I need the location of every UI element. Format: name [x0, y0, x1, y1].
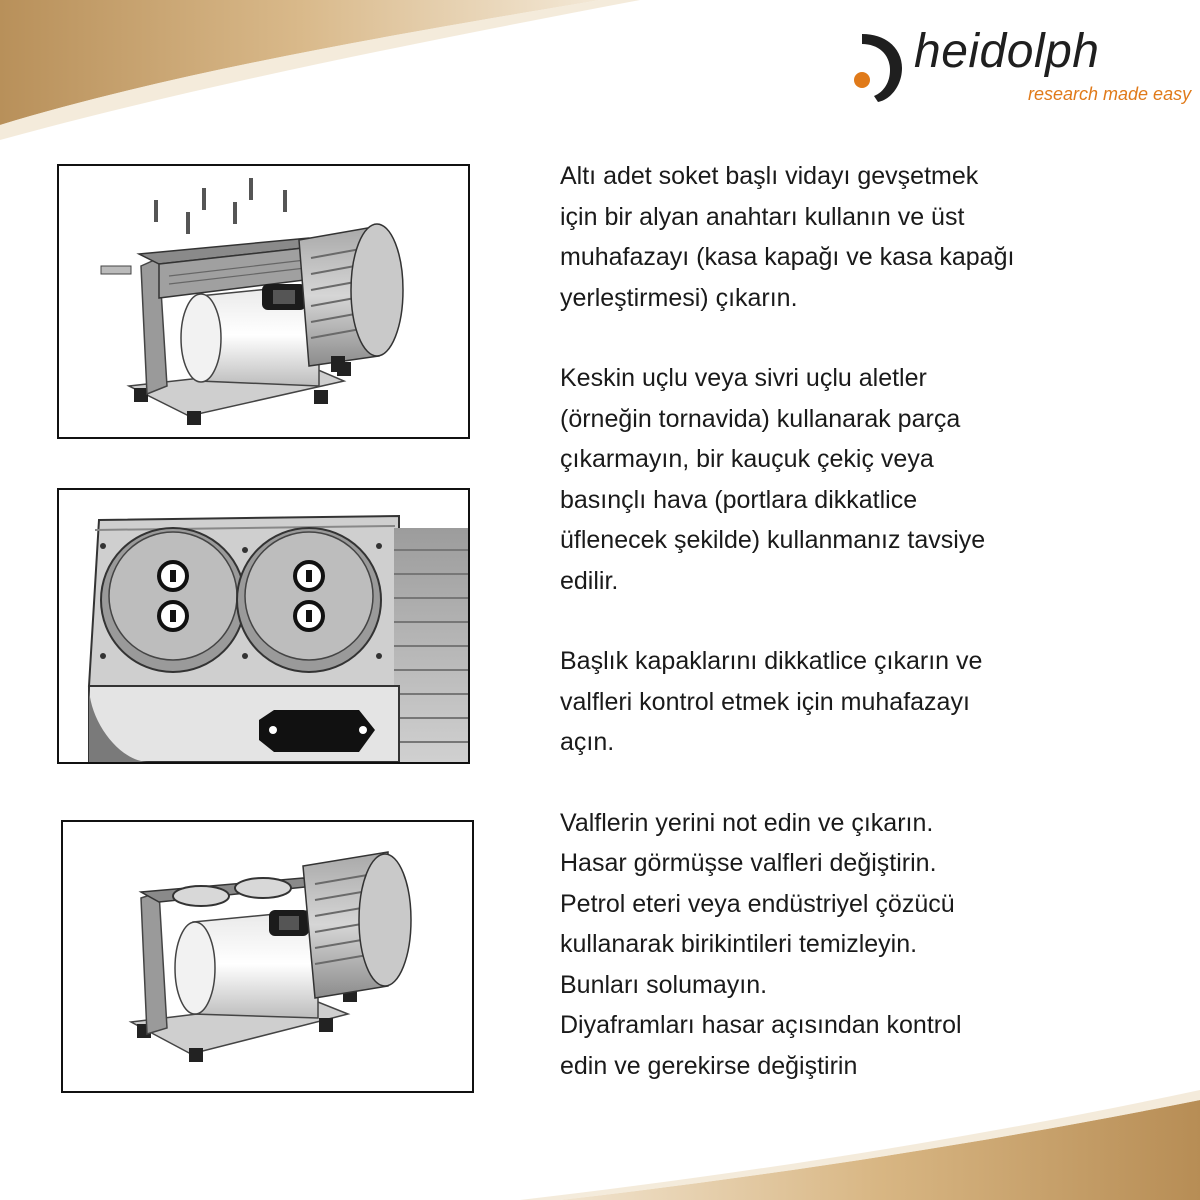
instructions-column [560, 156, 1120, 1126]
brand-logo [848, 25, 1193, 110]
pump-open-housing-illustration [63, 822, 472, 1091]
brand-tagline: research made easy [1028, 84, 1192, 104]
figure-pump-open [61, 820, 474, 1093]
heidolph-mark-icon [848, 30, 908, 104]
pump-screws-removed-illustration [59, 166, 468, 437]
instruction-step-2: Keskin uçlu veya sivri uçlu aletler (örneğin tornavida) kullanarak parça çıkarmayın, bir kauçuk çekiç veya basınçlı hava (portlara dikkatlice üflenecek şekilde) kullanmanız tavsiye edilir. [560, 364, 986, 595]
instruction-step-4: Valflerin yerini not edin ve çıkarın. Hasar görmüşse valfleri değiştirin. Petrol eteri veya endüstriyel çözücü kullanarak birikintileri temizleyin. Bunları solumayın. Diyaframları hasar açısından kontrol edin ve gerekirse değiştirin [560, 808, 962, 1080]
instruction-step-1: Altı adet soket başlı vidayı gevşetmek için bir alyan anahtarı kullanın ve üst muhafazayı (kasa kapağı ve kasa kapağı yerleştirmesi) çıkarın. [560, 162, 1015, 312]
brand-name: heidolph [914, 25, 1100, 78]
figure-head-covers [57, 488, 470, 764]
figure-pump-screws [57, 164, 470, 439]
pump-head-covers-illustration [59, 490, 468, 762]
instruction-step-3: Başlık kapaklarını dikkatlice çıkarın ve valfleri kontrol etmek için muhafazayı açın. [560, 647, 983, 756]
